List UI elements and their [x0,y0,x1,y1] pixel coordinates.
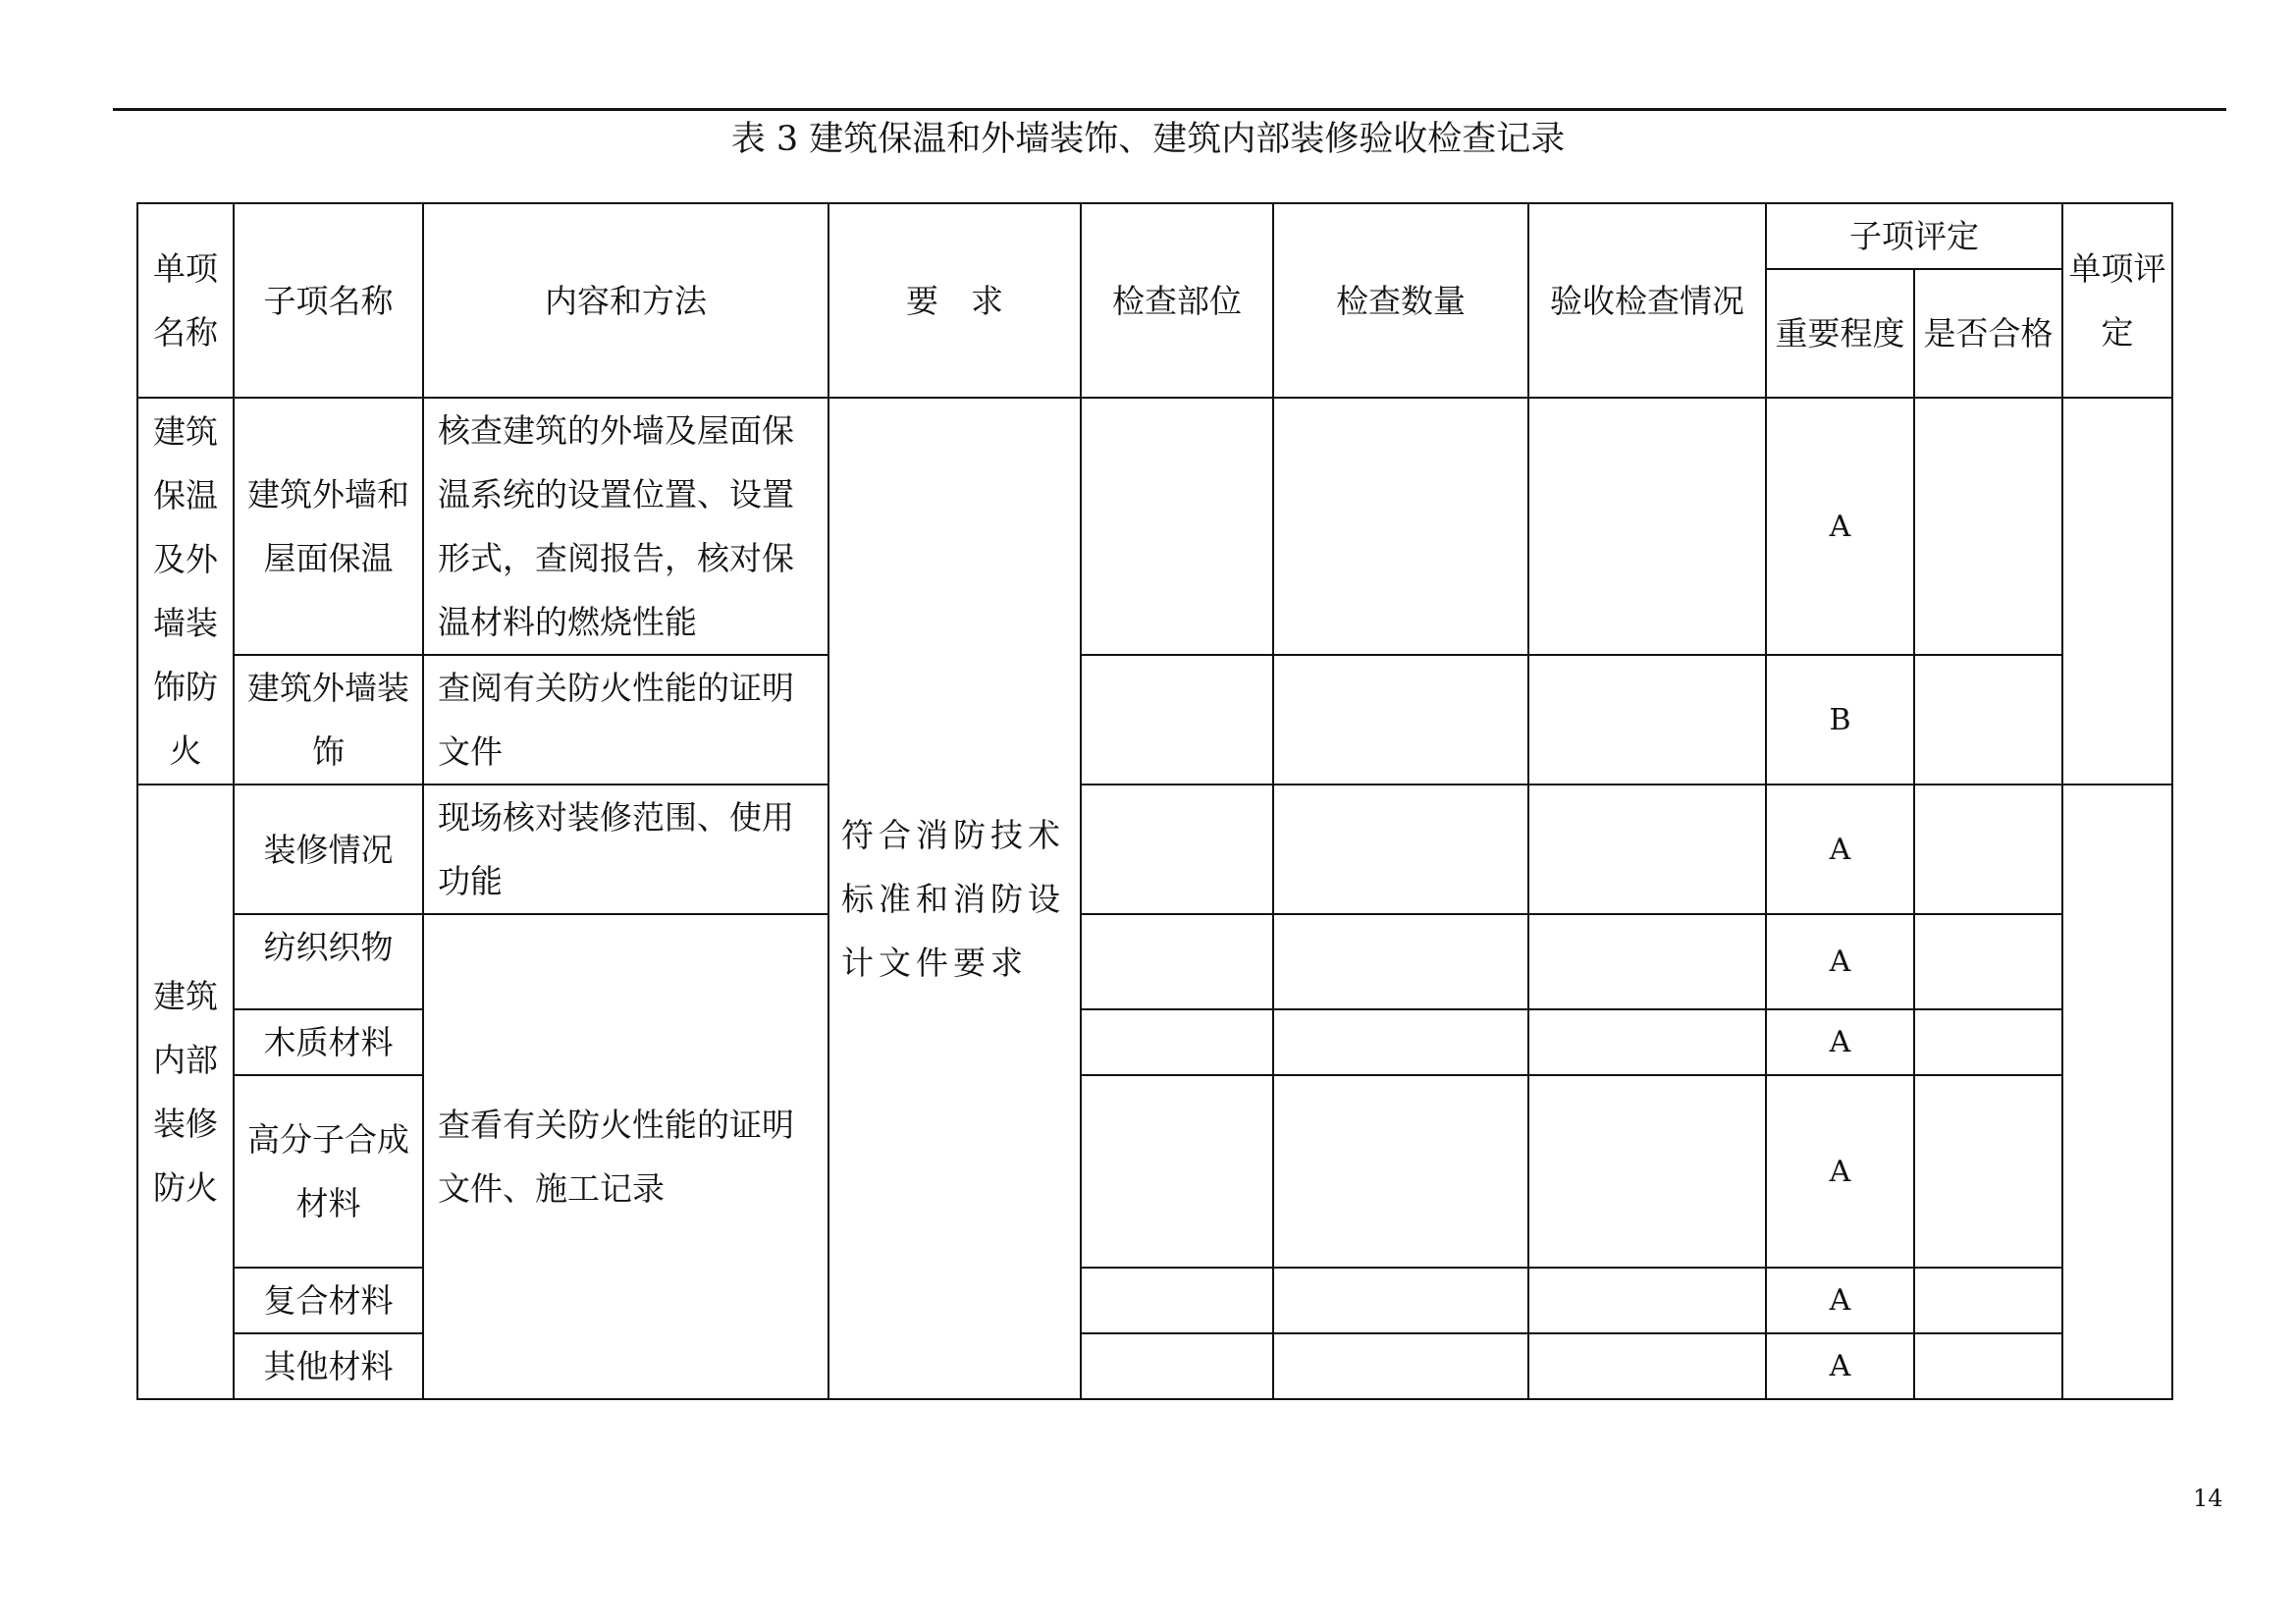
header-content-method: 内容和方法 [423,203,828,398]
qualified-cell[interactable] [1914,914,2062,1009]
table-row [137,655,2172,785]
header-sub-item-name: 子项名称 [234,203,423,398]
inspection-quantity-cell[interactable] [1273,1009,1528,1075]
importance-grade: B [1766,655,1914,785]
inspection-result-cell[interactable] [1528,1268,1766,1333]
importance-grade: A [1766,398,1914,655]
sub-item-name: 木质材料 [234,1009,423,1075]
header-sub-item-evaluation: 子项评定 [1766,203,2062,269]
inspection-quantity-cell[interactable] [1273,398,1528,655]
header-inspection-result: 验收检查情况 [1528,203,1766,398]
qualified-cell[interactable] [1914,1009,2062,1075]
inspection-location-cell[interactable] [1081,914,1273,1009]
page-title: 表 3 建筑保温和外墙装饰、建筑内部装修验收检查记录 [730,120,1566,159]
inspection-quantity-cell[interactable] [1273,1075,1528,1268]
inspection-location-cell[interactable] [1081,655,1273,785]
content-method-cell: 现场核对装修范围、使用功能 [423,785,828,914]
qualified-cell[interactable] [1914,398,2062,655]
header-importance: 重要程度 [1766,269,1914,398]
item-evaluation-cell[interactable] [2062,785,2172,1399]
qualified-cell[interactable] [1914,1333,2062,1399]
importance-grade: A [1766,785,1914,914]
qualified-cell[interactable] [1914,785,2062,914]
header-inspection-quantity: 检查数量 [1273,203,1528,398]
header-inspection-location: 检查部位 [1081,203,1273,398]
inspection-result-cell[interactable] [1528,1075,1766,1268]
inspection-record-table [136,202,2173,1400]
requirement-cell: 符合消防技术标准和消防设计文件要求 [828,398,1081,1399]
content-method-cell: 查阅有关防火性能的证明文件 [423,655,828,785]
importance-grade: A [1766,1268,1914,1333]
inspection-location-cell[interactable] [1081,1075,1273,1268]
group-name: 建筑内部装修防火 [137,785,234,1399]
sub-item-name: 其他材料 [234,1333,423,1399]
importance-grade: A [1766,1075,1914,1268]
importance-grade: A [1766,1333,1914,1399]
inspection-result-cell[interactable] [1528,655,1766,785]
sub-item-name: 建筑外墙和屋面保温 [234,398,423,655]
inspection-result-cell[interactable] [1528,785,1766,914]
header-requirement: 要 求 [828,203,1081,398]
sub-item-name: 装修情况 [234,785,423,914]
group-name: 建筑保温及外墙装饰防火 [137,398,234,785]
inspection-result-cell[interactable] [1528,1333,1766,1399]
sub-item-name: 高分子合成材料 [234,1075,423,1268]
header-qualified: 是否合格 [1914,269,2062,398]
inspection-location-cell[interactable] [1081,1333,1273,1399]
table-row [137,785,2172,914]
inspection-quantity-cell[interactable] [1273,914,1528,1009]
inspection-result-cell[interactable] [1528,1009,1766,1075]
inspection-location-cell[interactable] [1081,398,1273,655]
importance-grade: A [1766,1009,1914,1075]
importance-grade: A [1766,914,1914,1009]
inspection-location-cell[interactable] [1081,1268,1273,1333]
item-evaluation-cell[interactable] [2062,398,2172,785]
inspection-location-cell[interactable] [1081,1009,1273,1075]
sub-item-name: 建筑外墙装饰 [234,655,423,785]
table-row [137,914,2172,1009]
table-row [137,398,2172,655]
header-row-1 [137,203,2172,269]
content-method-cell: 查看有关防火性能的证明文件、施工记录 [423,914,828,1399]
sub-item-name: 纺织织物 [234,914,423,1009]
inspection-quantity-cell[interactable] [1273,1268,1528,1333]
header-item-name: 单项名称 [137,203,234,398]
sub-item-name: 复合材料 [234,1268,423,1333]
qualified-cell[interactable] [1914,655,2062,785]
inspection-quantity-cell[interactable] [1273,1333,1528,1399]
inspection-quantity-cell[interactable] [1273,785,1528,914]
top-rule [113,108,2226,111]
qualified-cell[interactable] [1914,1075,2062,1268]
inspection-location-cell[interactable] [1081,785,1273,914]
inspection-result-cell[interactable] [1528,398,1766,655]
content-method-cell: 核查建筑的外墙及屋面保温系统的设置位置、设置形式，查阅报告，核对保温材料的燃烧性能 [423,398,828,655]
header-item-evaluation: 单项评定 [2062,203,2172,398]
inspection-quantity-cell[interactable] [1273,655,1528,785]
page-number: 14 [2193,1485,2223,1512]
inspection-result-cell[interactable] [1528,914,1766,1009]
qualified-cell[interactable] [1914,1268,2062,1333]
